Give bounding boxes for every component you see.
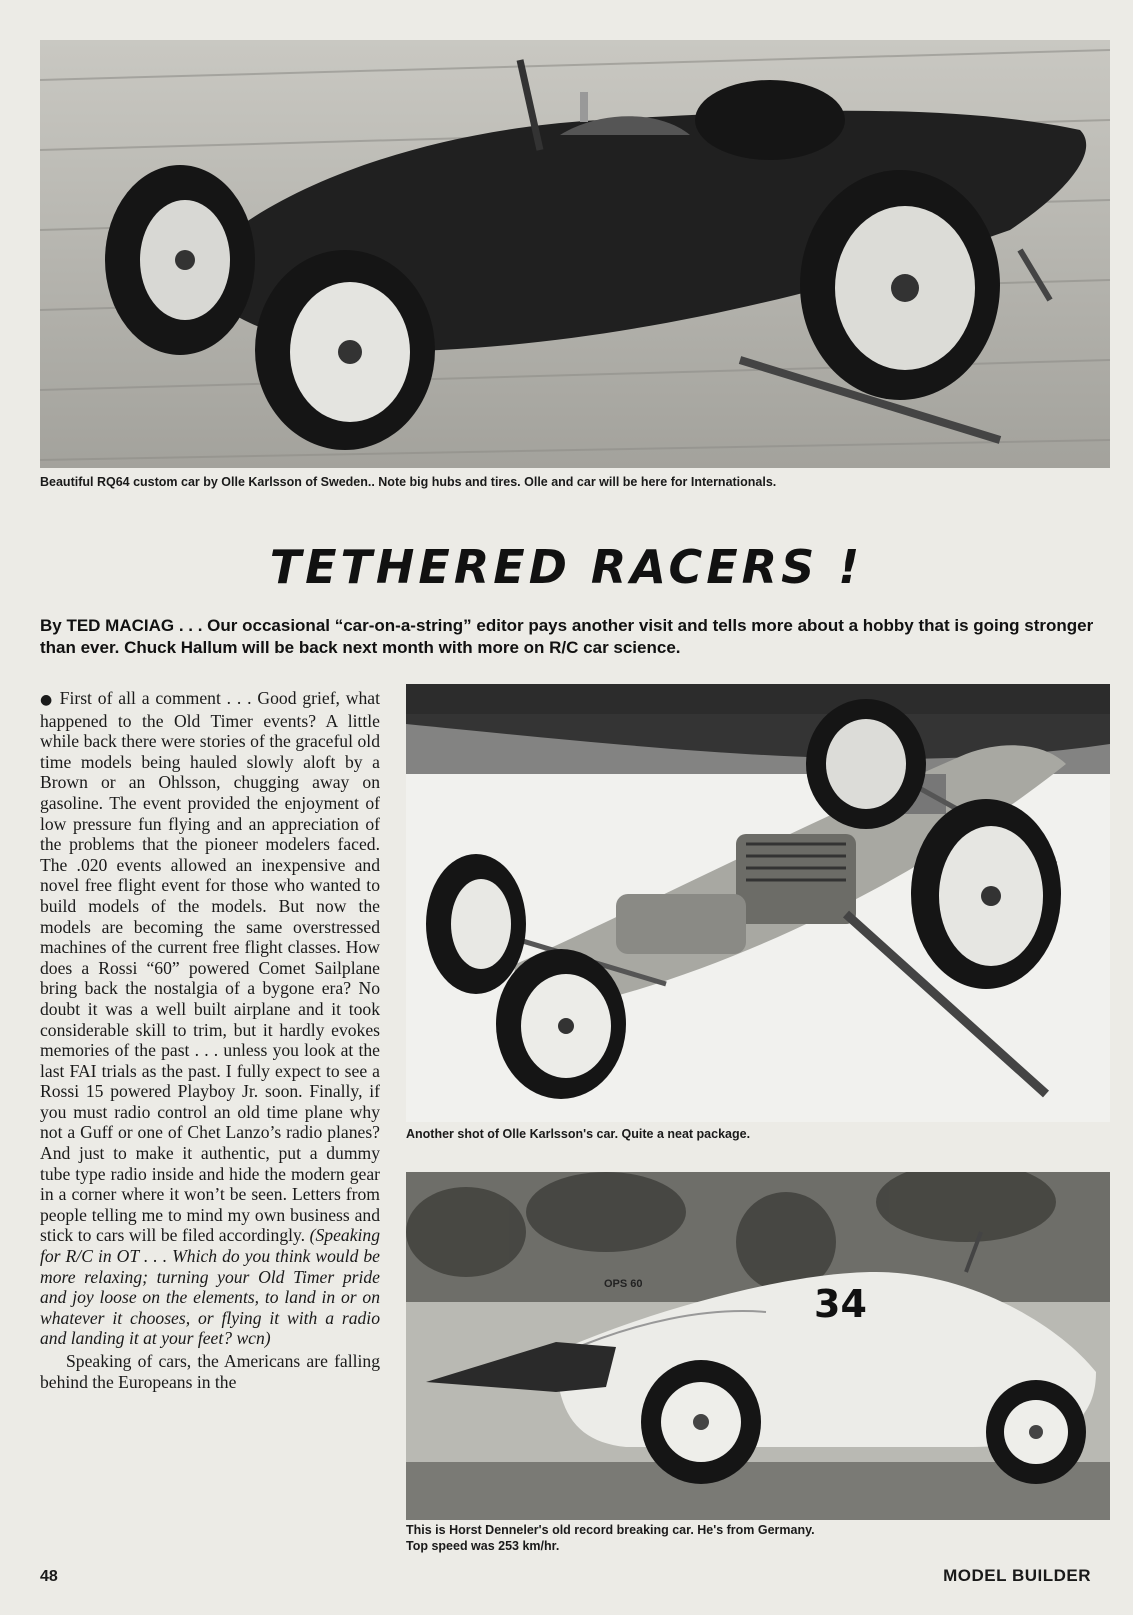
car-engine-label: OPS 60: [604, 1278, 643, 1290]
caption-line: This is Horst Denneler's old record breaking car. He's from Germany.: [406, 1523, 815, 1537]
article-deck: By TED MACIAG . . . Our occasional “car-on-a-string” editor pays another visit and tells more about a hobby that is going stronger than ever. Chuck Hallum will be back next month with more on R/C car science.: [40, 616, 1094, 657]
paragraph-text: First of all a comment . . . Good grief, what happened to the Old Timer events? A little while back there were stories of the graceful old time models being hauled slowly aloft by a Brown or an Ohlsson, chugging away on gasoline. The event provided the enjoyment of low pressure fun flying and an appreciation of the problems that the pioneer modelers faced. The .020 events allowed an inexpensive and novel free flight event for those who wanted to build models of the models. But now the models are becoming the same overstressed machines of the current free flight classes. How does a Rossi “60” powered Comet Sailplane bring back the nostalgia of a bygone era? No doubt it was a well built airplane and it took considerable skill to trim, but it hardly evokes memories of the past . . . unless you look at the last FAI trials as the past. I fully expect to see a Rossi 15 powered Playboy Jr. soon. Finally, if you must radio control an old time plane why not a Guff or one of Chet Lanzo’s radio planes? And just to make it authentic, put a dummy tube type radio inside and hide the modern gear in a corner where it won’t be seen. Letters from people telling me to mind my own business and stick to cars will be filed accordingly.: [40, 688, 381, 1246]
article-title: TETHERED RACERS !: [269, 540, 864, 594]
magazine-name: MODEL BUILDER: [943, 1566, 1091, 1585]
photo-denneler-caption: [406, 1522, 1110, 1554]
photo-rq64-car: [40, 40, 1110, 468]
paragraph: [40, 688, 380, 1349]
paragraph: Speaking of cars, the Americans are falling behind the Europeans in the: [40, 1351, 380, 1392]
photo-rq64-caption: Beautiful RQ64 custom car by Olle Karlsson of Sweden.. Note big hubs and tires. Olle and car will be here for Internationals.: [40, 475, 777, 489]
bullet-icon: ●: [40, 692, 54, 708]
page-number: 48: [40, 1568, 58, 1585]
caption-line: Top speed was 253 km/hr.: [406, 1539, 560, 1553]
editor-note: (Speaking for R/C in OT . . . Which do you think would be more relaxing; turning your Old Timer pride and joy loose on the elements, to land in or on whatever it chooses, or flying it with a radio and landing it at your feet? wcn): [40, 1225, 380, 1349]
car-number: 34: [814, 1282, 867, 1326]
photo-karlsson-caption: Another shot of Olle Karlsson's car. Quite a neat package.: [406, 1127, 751, 1141]
photo-denneler-car: [406, 1172, 1110, 1520]
article-body: [40, 688, 380, 1392]
photo-karlsson-chassis: [406, 684, 1110, 1122]
